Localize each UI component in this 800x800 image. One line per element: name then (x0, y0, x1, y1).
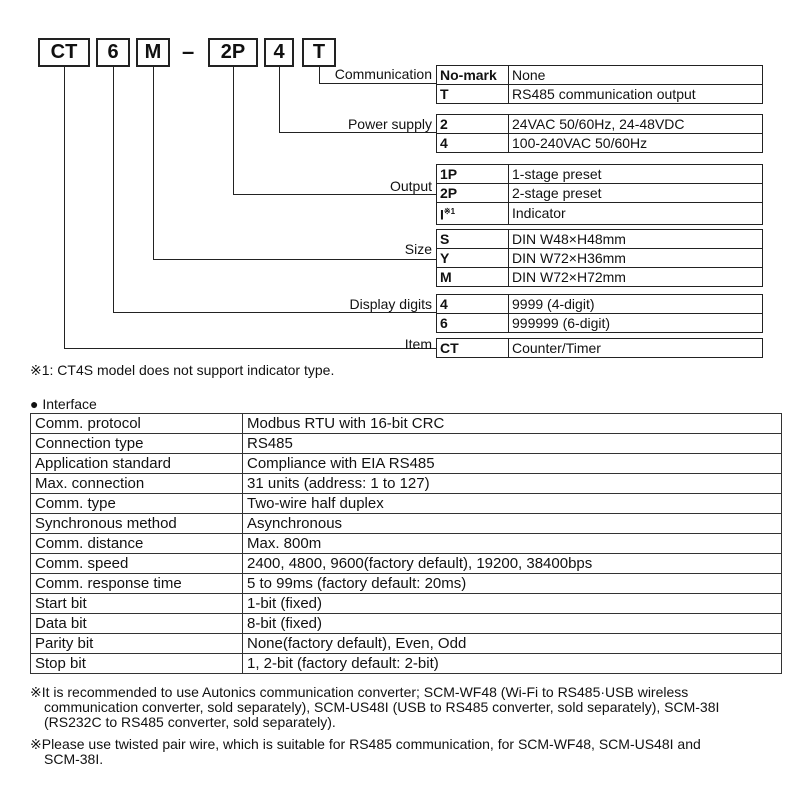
spec-value: Max. 800m (243, 534, 782, 554)
note-line: ※Please use twisted pair wire, which is suitable for RS485 communication, for SCM-WF48, SCM-US48I and (30, 736, 701, 752)
option-row (437, 165, 762, 184)
group-output (436, 164, 763, 225)
group-power-supply (436, 114, 763, 153)
code-part-item: CT (38, 38, 90, 67)
option-desc: 999999 (6-digit) (509, 314, 763, 333)
code-part-comm: T (302, 38, 336, 67)
option-code: 4 (437, 295, 509, 314)
option-code: 4 (437, 134, 509, 153)
spec-name: Parity bit (31, 634, 243, 654)
option-code: 2P (437, 184, 509, 203)
group-label-power-supply: Power supply (347, 116, 432, 132)
option-desc: None (509, 66, 763, 85)
note-line: communication converter, sold separately), SCM-US48I (USB to RS485 converter, sold separately), SCM-38I (44, 699, 720, 715)
option-desc: 100-240VAC 50/60Hz (509, 134, 763, 153)
code-part-size: M (136, 38, 170, 67)
note-line: (RS232C to RS485 converter, sold separately). (44, 714, 336, 730)
spec-name: Comm. distance (31, 534, 243, 554)
spec-value: Asynchronous (243, 514, 782, 534)
note-twisted-pair (30, 737, 701, 767)
group-label-size: Size (404, 241, 432, 257)
table-row (31, 434, 782, 454)
option-code: 1P (437, 165, 509, 184)
option-row (437, 314, 762, 333)
code-part-digits: 6 (96, 38, 130, 67)
group-display-digits (436, 294, 763, 333)
table-row (31, 474, 782, 494)
code-separator: – (182, 39, 195, 64)
spec-name: Comm. protocol (31, 414, 243, 434)
group-size (436, 229, 763, 287)
spec-name: Data bit (31, 614, 243, 634)
group-item (436, 338, 763, 358)
option-desc: 2-stage preset (509, 184, 763, 203)
spec-value: None(factory default), Even, Odd (243, 634, 782, 654)
group-label-display-digits: Display digits (349, 296, 432, 312)
note-converter (30, 685, 719, 730)
interface-title: Interface (42, 396, 97, 412)
spec-name: Application standard (31, 454, 243, 474)
spec-value: 1-bit (fixed) (243, 594, 782, 614)
spec-value: 31 units (address: 1 to 127) (243, 474, 782, 494)
option-code-cell (437, 203, 509, 224)
option-code: S (437, 230, 509, 249)
option-desc: DIN W48×H48mm (509, 230, 763, 249)
option-code: No-mark (437, 66, 509, 85)
group-label-communication: Communication (334, 66, 432, 82)
option-desc: DIN W72×H36mm (509, 249, 763, 268)
code-part-output: 2P (208, 38, 258, 67)
spec-name: Max. connection (31, 474, 243, 494)
footnote-indicator: ※1: CT4S model does not support indicator type. (30, 362, 335, 378)
option-code: I (440, 206, 444, 223)
note-line: SCM-38I. (44, 751, 104, 767)
spec-value: Modbus RTU with 16-bit CRC (243, 414, 782, 434)
spec-name: Comm. response time (31, 574, 243, 594)
spec-name: Synchronous method (31, 514, 243, 534)
table-row (31, 654, 782, 674)
table-row (31, 614, 782, 634)
option-code: Y (437, 249, 509, 268)
interface-table (30, 413, 782, 674)
option-row (437, 295, 762, 314)
table-row (31, 534, 782, 554)
option-row (437, 203, 762, 224)
option-row (437, 184, 762, 203)
spec-value: 5 to 99ms (factory default: 20ms) (243, 574, 782, 594)
option-code: CT (437, 339, 509, 358)
option-desc: 24VAC 50/60Hz, 24-48VDC (509, 115, 763, 134)
option-row (437, 115, 762, 134)
footnote-marker: ※1 (443, 207, 456, 216)
table-row (31, 634, 782, 654)
group-label-item: Item (404, 336, 432, 352)
option-row (437, 85, 762, 104)
option-desc: Indicator (509, 203, 763, 224)
option-code: 2 (437, 115, 509, 134)
option-code: T (437, 85, 509, 104)
bullet-icon: ● (30, 396, 39, 412)
spec-value: 2400, 4800, 9600(factory default), 19200, 38400bps (243, 554, 782, 574)
table-row (31, 514, 782, 534)
interface-heading (30, 396, 97, 412)
spec-name: Connection type (31, 434, 243, 454)
spec-value: Compliance with EIA RS485 (243, 454, 782, 474)
option-row (437, 66, 762, 85)
group-label-output: Output (389, 178, 432, 194)
option-desc: DIN W72×H72mm (509, 268, 763, 287)
option-row (437, 134, 762, 153)
option-desc: 1-stage preset (509, 165, 763, 184)
spec-name: Stop bit (31, 654, 243, 674)
option-desc: 9999 (4-digit) (509, 295, 763, 314)
spec-name: Start bit (31, 594, 243, 614)
table-row (31, 554, 782, 574)
spec-name: Comm. speed (31, 554, 243, 574)
option-desc: RS485 communication output (509, 85, 763, 104)
group-communication (436, 65, 763, 104)
note-line: ※It is recommended to use Autonics communication converter; SCM-WF48 (Wi-Fi to RS485·USB wireless (30, 684, 689, 700)
option-row (437, 339, 762, 358)
spec-name: Comm. type (31, 494, 243, 514)
option-row (437, 268, 762, 287)
spec-value: 1, 2-bit (factory default: 2-bit) (243, 654, 782, 674)
option-code: M (437, 268, 509, 287)
table-row (31, 414, 782, 434)
table-row (31, 494, 782, 514)
table-row (31, 454, 782, 474)
option-desc: Counter/Timer (509, 339, 763, 358)
option-row (437, 249, 762, 268)
table-row (31, 594, 782, 614)
spec-value: 8-bit (fixed) (243, 614, 782, 634)
option-row (437, 230, 762, 249)
spec-value: Two-wire half duplex (243, 494, 782, 514)
code-part-power: 4 (264, 38, 294, 67)
option-code: 6 (437, 314, 509, 333)
table-row (31, 574, 782, 594)
spec-value: RS485 (243, 434, 782, 454)
